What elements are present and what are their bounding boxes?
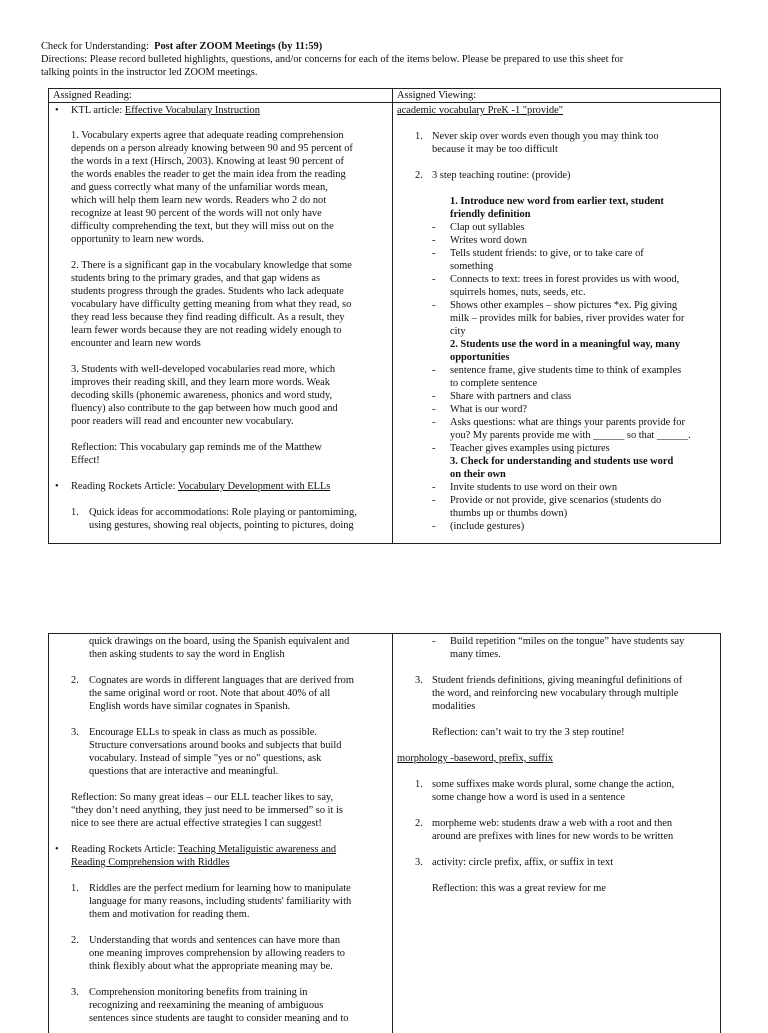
- number-marker: 3.: [415, 675, 423, 686]
- ktl-title: Effective Vocabulary Instruction: [124, 105, 260, 116]
- line: Connects to text: trees in forest provides us with wood,: [450, 274, 680, 285]
- number-marker: 2.: [415, 170, 423, 181]
- step-2-section: [397, 338, 716, 364]
- dash-item: [432, 481, 716, 494]
- header-title: Post after ZOOM Meetings (by 11:59): [154, 41, 323, 52]
- ktl-reflection: [71, 441, 389, 467]
- number-marker: 1.: [415, 131, 423, 142]
- dash-item: [432, 520, 716, 533]
- line: activity: circle prefix, affix, or suffix in text: [432, 857, 614, 868]
- line: “they don’t need anything, they just need to be immersed” so it is: [71, 805, 343, 816]
- line: 3 step teaching routine: (provide): [432, 170, 571, 181]
- line: modalities: [432, 701, 476, 712]
- ktl-point-3: [71, 363, 389, 428]
- riddle-point-3: [71, 986, 389, 1025]
- ktl-point-1: [71, 129, 389, 246]
- line: city: [450, 326, 466, 337]
- line: difficulty comprehending the text, but they will miss out on the: [71, 221, 334, 232]
- line: the words in a text (Hirsch, 2003). Knowing at least 90 percent of: [71, 156, 344, 167]
- directions-line-1: Directions: Please record bulleted highlights, questions, and/or concerns for each of the items below. Please be prepared to use this sheet for: [41, 54, 624, 65]
- line: 3. Students with well-developed vocabularies read more, which: [71, 364, 336, 375]
- line: Student friends definitions, giving meaningful definitions of: [432, 675, 683, 686]
- line: nice to see there are actual effective strategies I can suggest!: [71, 818, 322, 829]
- line: Understanding that words and sentences can have more than: [89, 935, 341, 946]
- line: vocabulary. Instead of simple "yes or no" questions, ask: [89, 753, 322, 764]
- dash-item: [432, 403, 716, 416]
- col1-header: Assigned Reading:: [53, 90, 132, 101]
- step-1-list: [397, 221, 716, 338]
- col2-header: Assigned Viewing:: [397, 90, 477, 101]
- ell-idea-1: [71, 506, 389, 532]
- viewing-point-3: [397, 674, 716, 713]
- ell-idea-1-cont: [71, 635, 389, 661]
- line: students bring to the primary grades, and that gap widens as: [71, 273, 321, 284]
- reading-rockets-riddles-item: [55, 843, 389, 869]
- col-assigned-viewing-cont: [393, 634, 720, 1033]
- directions-line-2: talking points in the instructor led ZOOM meetings.: [41, 67, 258, 78]
- ktl-article-item: [55, 104, 389, 117]
- line: them and motivation for reading them.: [89, 909, 250, 920]
- line: fluency) also contribute to the gap between how much good and: [71, 403, 338, 414]
- ktl-point-2: [71, 259, 389, 350]
- line: one meaning improves comprehension by allowing readers to: [89, 948, 345, 959]
- line: poor readers will read and encounter new vocabulary.: [71, 416, 294, 427]
- number-marker: 2.: [415, 818, 423, 829]
- line: depends on a person already knowing between 90 and 95 percent of: [71, 143, 353, 154]
- dash-item: [397, 635, 716, 661]
- line: squirrels homes, nuts, seeds, etc.: [450, 287, 586, 298]
- dash-marker: -: [432, 495, 436, 506]
- dash-marker: -: [432, 404, 436, 415]
- dash-marker: -: [432, 365, 436, 376]
- step-heading: 2. Students use the word in a meaningful way, many: [450, 339, 681, 350]
- line: many times.: [450, 649, 501, 660]
- line: questions that are interactive and meaningful.: [89, 766, 279, 777]
- line: because it may be too difficult: [432, 144, 558, 155]
- dash-marker: -: [432, 482, 436, 493]
- bullet-marker: •: [55, 481, 59, 492]
- line: English words have similar cognates in Spanish.: [89, 701, 291, 712]
- number-marker: 1.: [71, 883, 79, 894]
- dash-item: [432, 442, 716, 455]
- step-heading: on their own: [450, 469, 506, 480]
- rr-title-line-2: Reading Comprehension with Riddles: [71, 857, 230, 868]
- rr-title-line-1: Teaching Metaliguistic awareness and: [177, 844, 337, 855]
- line: students progress through the grades. Students who lack adequate: [71, 286, 344, 297]
- morphology-point-3: [397, 856, 716, 869]
- rr-prefix: Reading Rockets Article:: [71, 481, 178, 492]
- viewing-reflection-2: Reflection: this was a great review for me: [432, 883, 606, 894]
- dash-marker: -: [432, 235, 436, 246]
- line: Effect!: [71, 455, 100, 466]
- reading-rockets-ell-item: [55, 480, 389, 493]
- step-heading: friendly definition: [450, 209, 531, 220]
- line: you? My parents provide me with ______ so that ______.: [450, 430, 691, 441]
- dash-marker: -: [432, 443, 436, 454]
- dash-item: [432, 364, 716, 390]
- dash-item: [432, 390, 716, 403]
- line: Provide or not provide, give scenarios (students do: [450, 495, 662, 506]
- table-page-2: [48, 633, 721, 1033]
- line: then asking students to say the word in English: [89, 649, 285, 660]
- table-page-1: [48, 88, 721, 544]
- line: using gestures, showing real objects, pointing to pictures, doing: [89, 520, 354, 531]
- dash-marker: -: [432, 274, 436, 285]
- line: Comprehension monitoring benefits from training in: [89, 987, 308, 998]
- line: Reflection: This vocabulary gap reminds me of the Matthew: [71, 442, 322, 453]
- line: which will help them learn new words. Readers who 2 do not: [71, 195, 327, 206]
- line: Writes word down: [450, 235, 527, 246]
- line: Tells student friends: to give, or to take care of: [450, 248, 644, 259]
- dash-marker: -: [432, 222, 436, 233]
- morphology-title: morphology -baseword, prefix, suffix: [397, 753, 553, 764]
- line: Asks questions: what are things your parents provide for: [450, 417, 685, 428]
- viewing-reflection-1: Reflection: can’t wait to try the 3 step routine!: [432, 727, 625, 738]
- header-label: Check for Understanding:: [41, 41, 149, 52]
- viewing-point-1: [397, 130, 716, 156]
- line: around are prefixes with lines for new words to be written: [432, 831, 674, 842]
- viewing-title: academic vocabulary PreK -1 "provide": [397, 105, 564, 116]
- dash-marker: -: [432, 521, 436, 532]
- dash-item: [432, 416, 716, 442]
- riddle-point-2: [71, 934, 389, 973]
- ell-reflection: [71, 791, 389, 830]
- reading-content-page-1: [55, 104, 389, 532]
- line: Quick ideas for accommodations: Role playing or pantomiming,: [89, 507, 357, 518]
- header-title-line: [41, 40, 731, 53]
- col-assigned-reading-cont: [49, 634, 392, 1033]
- number-marker: 3.: [71, 727, 79, 738]
- line: Build repetition “miles on the tongue” have students say: [450, 636, 685, 647]
- line: improves their reading skill, and they learn more words. Weak: [71, 377, 330, 388]
- dash-item: [432, 273, 716, 299]
- line: language for many reasons, including students' familiarity with: [89, 896, 352, 907]
- line: encounter and learn new words: [71, 338, 201, 349]
- riddle-point-1: [71, 882, 389, 921]
- bullet-marker: •: [55, 844, 59, 855]
- morphology-point-2: [397, 817, 716, 843]
- rr-prefix: Reading Rockets Article:: [71, 844, 178, 855]
- line: and guess correctly what many of the unfamiliar words mean,: [71, 182, 328, 193]
- morphology-point-1: [397, 778, 716, 804]
- line: Cognates are words in different languages that are derived from: [89, 675, 354, 686]
- line: Shows other examples – show pictures *ex. Pig giving: [450, 300, 678, 311]
- bullet-marker: •: [55, 105, 59, 116]
- dash-item: [432, 221, 716, 234]
- document-header: [41, 40, 731, 79]
- line: to complete sentence: [450, 378, 538, 389]
- line: Never skip over words even though you may think too: [432, 131, 659, 142]
- line: recognize at least 90 percent of the words will not only have: [71, 208, 322, 219]
- line: (include gestures): [450, 521, 525, 532]
- line: Encourage ELLs to speak in class as much as possible.: [89, 727, 317, 738]
- line: vocabulary have difficulty getting meaning from what they read, so: [71, 299, 352, 310]
- number-marker: 3.: [71, 987, 79, 998]
- line: something: [450, 261, 494, 272]
- dash-marker: -: [432, 417, 436, 428]
- number-marker: 3.: [415, 857, 423, 868]
- line: Reflection: So many great ideas – our ELL teacher likes to say,: [71, 792, 334, 803]
- line: Invite students to use word on their own: [450, 482, 618, 493]
- dash-item: [432, 494, 716, 520]
- ell-idea-3: [71, 726, 389, 778]
- viewing-content-page-2: [397, 635, 716, 895]
- line: quick drawings on the board, using the Spanish equivalent and: [89, 636, 350, 647]
- step-3-section: [397, 455, 716, 481]
- viewing-content-page-1: [397, 104, 716, 533]
- line: the words enables the reader to get the main idea from the reading: [71, 169, 346, 180]
- step-2-list: [397, 364, 716, 455]
- line: 2. There is a significant gap in the vocabulary knowledge that some: [71, 260, 352, 271]
- number-marker: 2.: [71, 675, 79, 686]
- line: some suffixes make words plural, some change the action,: [432, 779, 675, 790]
- line: thumbs up or thumbs down): [450, 508, 568, 519]
- line: decoding skills (phonemic awareness, phonics and word study,: [71, 390, 333, 401]
- line: think flexibly about what the appropriate meaning may be.: [89, 961, 333, 972]
- line: they read less because they find reading difficult. As a result, they: [71, 312, 345, 323]
- ktl-prefix: KTL article:: [71, 105, 125, 116]
- step-heading: 1. Introduce new word from earlier text, student: [450, 196, 664, 207]
- line: sentence frame, give students time to think of examples: [450, 365, 682, 376]
- step-heading: opportunities: [450, 352, 510, 363]
- line: the word, and reinforcing new vocabulary through multiple: [432, 688, 679, 699]
- step-3-list: [397, 481, 716, 533]
- line: recognizing and reexamining the meaning of ambiguous: [89, 1000, 324, 1011]
- line: Share with partners and class: [450, 391, 572, 402]
- step-heading: 3. Check for understanding and students use word: [450, 456, 674, 467]
- ell-idea-2: [71, 674, 389, 713]
- viewing-point-2: [397, 169, 716, 182]
- line: Riddles are the perfect medium for learning how to manipulate: [89, 883, 351, 894]
- line: What is our word?: [450, 404, 528, 415]
- line: sentences since students are taught to consider meaning and to: [89, 1013, 349, 1024]
- line: opportunity to learn new words.: [71, 234, 205, 245]
- number-marker: 2.: [71, 935, 79, 946]
- line: morpheme web: students draw a web with a root and then: [432, 818, 673, 829]
- number-marker: 1.: [71, 507, 79, 518]
- dash-marker: -: [432, 391, 436, 402]
- dash-marker: -: [432, 248, 436, 259]
- line: the same original word or root. Note that about 40% of all: [89, 688, 331, 699]
- line: some change how a word is used in a sentence: [432, 792, 626, 803]
- step-1-section: [397, 195, 716, 221]
- dash-item: [432, 299, 716, 338]
- dash-marker: -: [432, 636, 436, 647]
- line: Clap out syllables: [450, 222, 525, 233]
- number-marker: 1.: [415, 779, 423, 790]
- col-assigned-reading: [49, 89, 392, 543]
- line: milk – provides milk for babies, river provides water for: [450, 313, 685, 324]
- rr-title: Vocabulary Development with ELLs: [177, 481, 331, 492]
- reading-content-page-2: [55, 635, 389, 1025]
- line: 1. Vocabulary experts agree that adequate reading comprehension: [71, 130, 344, 141]
- line: Teacher gives examples using pictures: [450, 443, 610, 454]
- col-assigned-viewing: [393, 89, 720, 543]
- dash-item: [432, 234, 716, 247]
- line: Structure conversations around books and subjects that build: [89, 740, 342, 751]
- line: learn fewer words because they are not reading widely enough to: [71, 325, 342, 336]
- dash-marker: -: [432, 300, 436, 311]
- dash-item: [432, 247, 716, 273]
